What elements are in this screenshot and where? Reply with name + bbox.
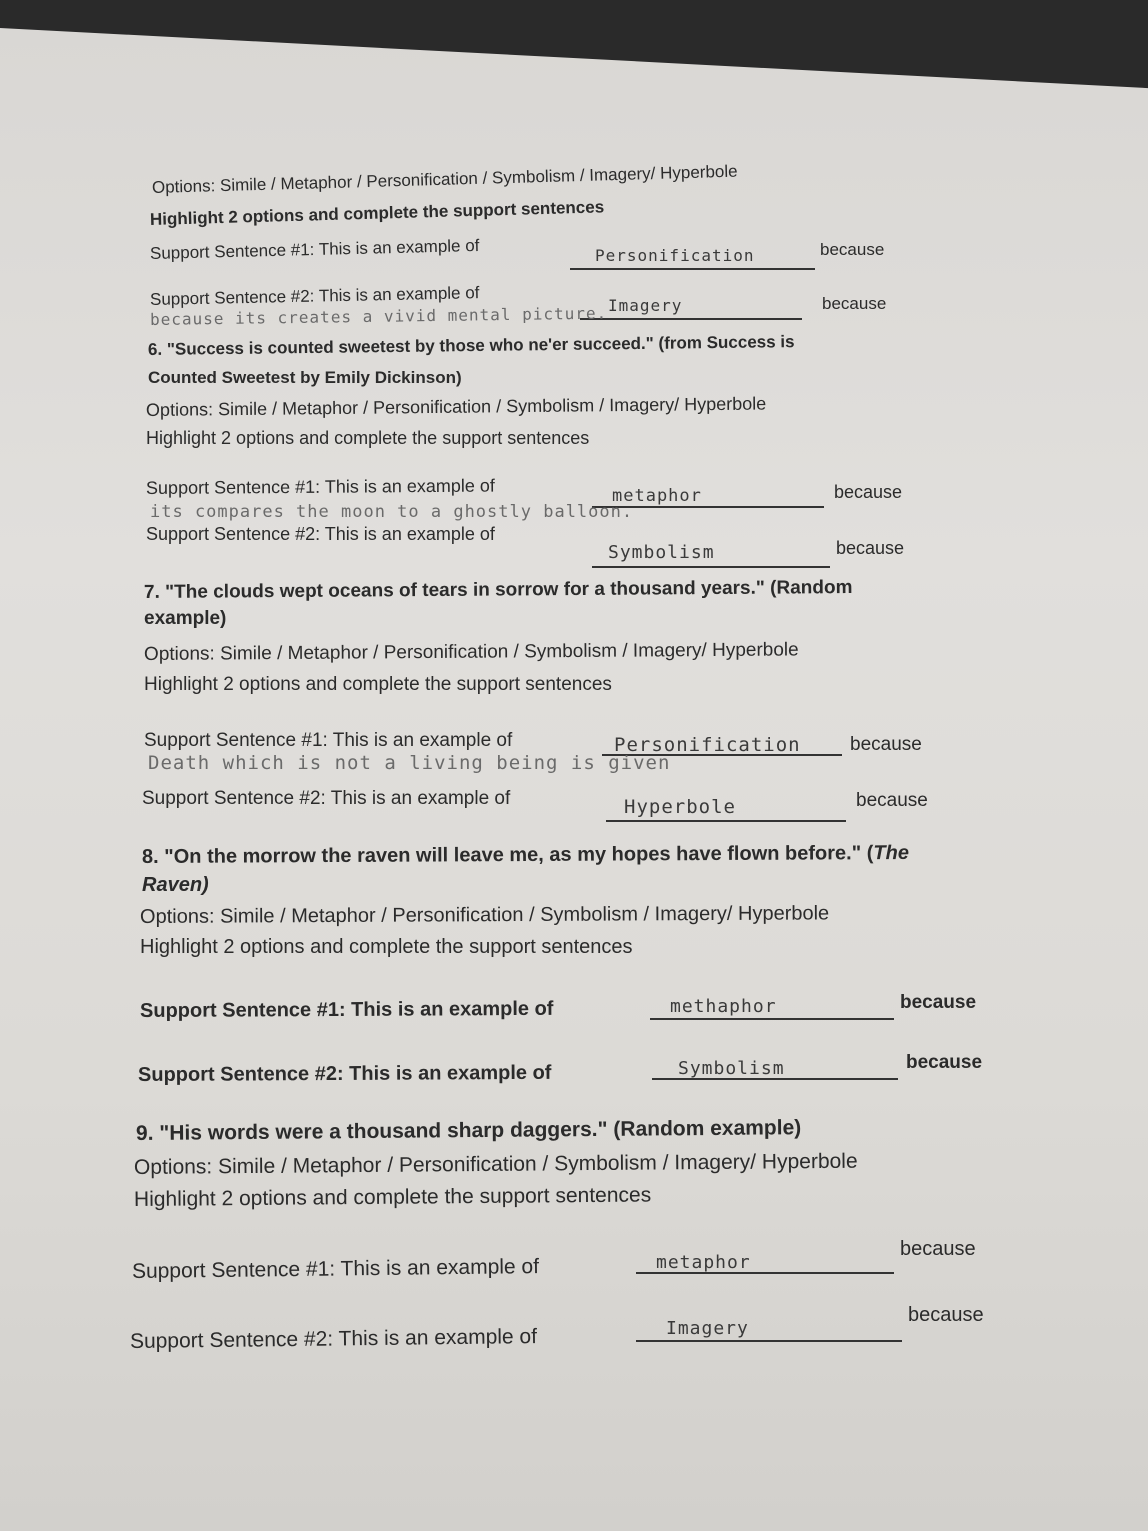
because-label: because xyxy=(906,1052,983,1073)
because-label: because xyxy=(900,992,977,1013)
options-line: Options: Simile / Metaphor / Personification / Symbolism / Imagery/ Hyperbole xyxy=(145,393,767,420)
handwritten-answer: Personification xyxy=(595,246,755,265)
question-8-source: Raven) xyxy=(142,874,209,896)
handwritten-answer: Hyperbole xyxy=(624,796,736,818)
question-7-quote: 7. "The clouds wept oceans of tears in sorrow for a thousand years." (Random xyxy=(143,577,853,603)
handwritten-answer: metaphor xyxy=(612,486,702,506)
options-line: Options: Simile / Metaphor / Personification / Symbolism / Imagery/ Hyperbole xyxy=(139,902,830,928)
question-8-source-title: The xyxy=(873,841,910,865)
question-8-quote xyxy=(142,842,909,869)
highlight-instruction: Highlight 2 options and complete the support sentences xyxy=(146,428,590,448)
highlight-instruction: Highlight 2 options and complete the support sentences xyxy=(133,1183,652,1211)
support-sentence-1: Support Sentence #1: This is an example of xyxy=(131,1255,540,1283)
because-label: because xyxy=(836,538,905,558)
because-label: because xyxy=(856,790,928,811)
handwritten-answer: Imagery xyxy=(608,296,683,315)
handwritten-reason: Death which is not a living being is given xyxy=(148,752,671,774)
question-6-quote: 6. "Success is counted sweetest by those who ne'er succeed." (from Success is xyxy=(147,332,795,359)
question-8-quote-text: 8. "On the morrow the raven will leave me, as my hopes have flown before." ( xyxy=(141,842,874,868)
handwritten-reason: because its creates a vivid mental picture. xyxy=(149,303,608,329)
options-line: Options: Simile / Metaphor / Personification / Symbolism / Imagery/ Hyperbole xyxy=(151,161,738,197)
highlight-instruction: Highlight 2 options and complete the support sentences xyxy=(144,674,612,695)
highlight-instruction: Highlight 2 options and complete the support sentences xyxy=(149,197,605,229)
support-sentence-2: Support Sentence #2: This is an example of xyxy=(142,788,511,809)
question-7-source: example) xyxy=(144,608,227,629)
because-label: because xyxy=(834,482,903,502)
because-label: because xyxy=(822,294,887,313)
support-sentence-2: Support Sentence #2: This is an example of xyxy=(149,283,480,309)
because-label: because xyxy=(850,734,922,755)
support-sentence-2: Support Sentence #2: This is an example of xyxy=(129,1325,538,1353)
support-sentence-2: Support Sentence #2: This is an example of xyxy=(146,524,495,544)
handwritten-answer: Personification xyxy=(614,734,801,756)
handwritten-answer: Symbolism xyxy=(678,1058,785,1079)
support-sentence-1: Support Sentence #1: This is an example of xyxy=(139,997,554,1022)
because-label: because xyxy=(900,1238,976,1260)
options-line: Options: Simile / Metaphor / Personification / Symbolism / Imagery/ Hyperbole xyxy=(133,1149,858,1179)
support-sentence-1: Support Sentence #1: This is an example of xyxy=(144,730,513,751)
question-6-source: Counted Sweetest by Emily Dickinson) xyxy=(148,368,462,387)
handwritten-answer: Symbolism xyxy=(608,542,715,563)
handwritten-answer: metaphor xyxy=(656,1252,751,1273)
handwritten-answer: methaphor xyxy=(670,996,777,1017)
handwritten-answer: Imagery xyxy=(666,1318,749,1339)
support-sentence-2: Support Sentence #2: This is an example of xyxy=(137,1061,552,1086)
because-label: because xyxy=(820,240,885,259)
support-sentence-1: Support Sentence #1: This is an example of xyxy=(149,235,480,263)
question-9-quote: 9. "His words were a thousand sharp daggers." (Random example) xyxy=(135,1116,802,1145)
options-line: Options: Simile / Metaphor / Personification / Symbolism / Imagery/ Hyperbole xyxy=(143,639,799,665)
handwritten-reason: its compares the moon to a ghostly balloon. xyxy=(150,502,634,522)
support-sentence-1: Support Sentence #1: This is an example of xyxy=(145,475,495,498)
highlight-instruction: Highlight 2 options and complete the support sentences xyxy=(140,936,633,958)
because-label: because xyxy=(908,1304,984,1326)
